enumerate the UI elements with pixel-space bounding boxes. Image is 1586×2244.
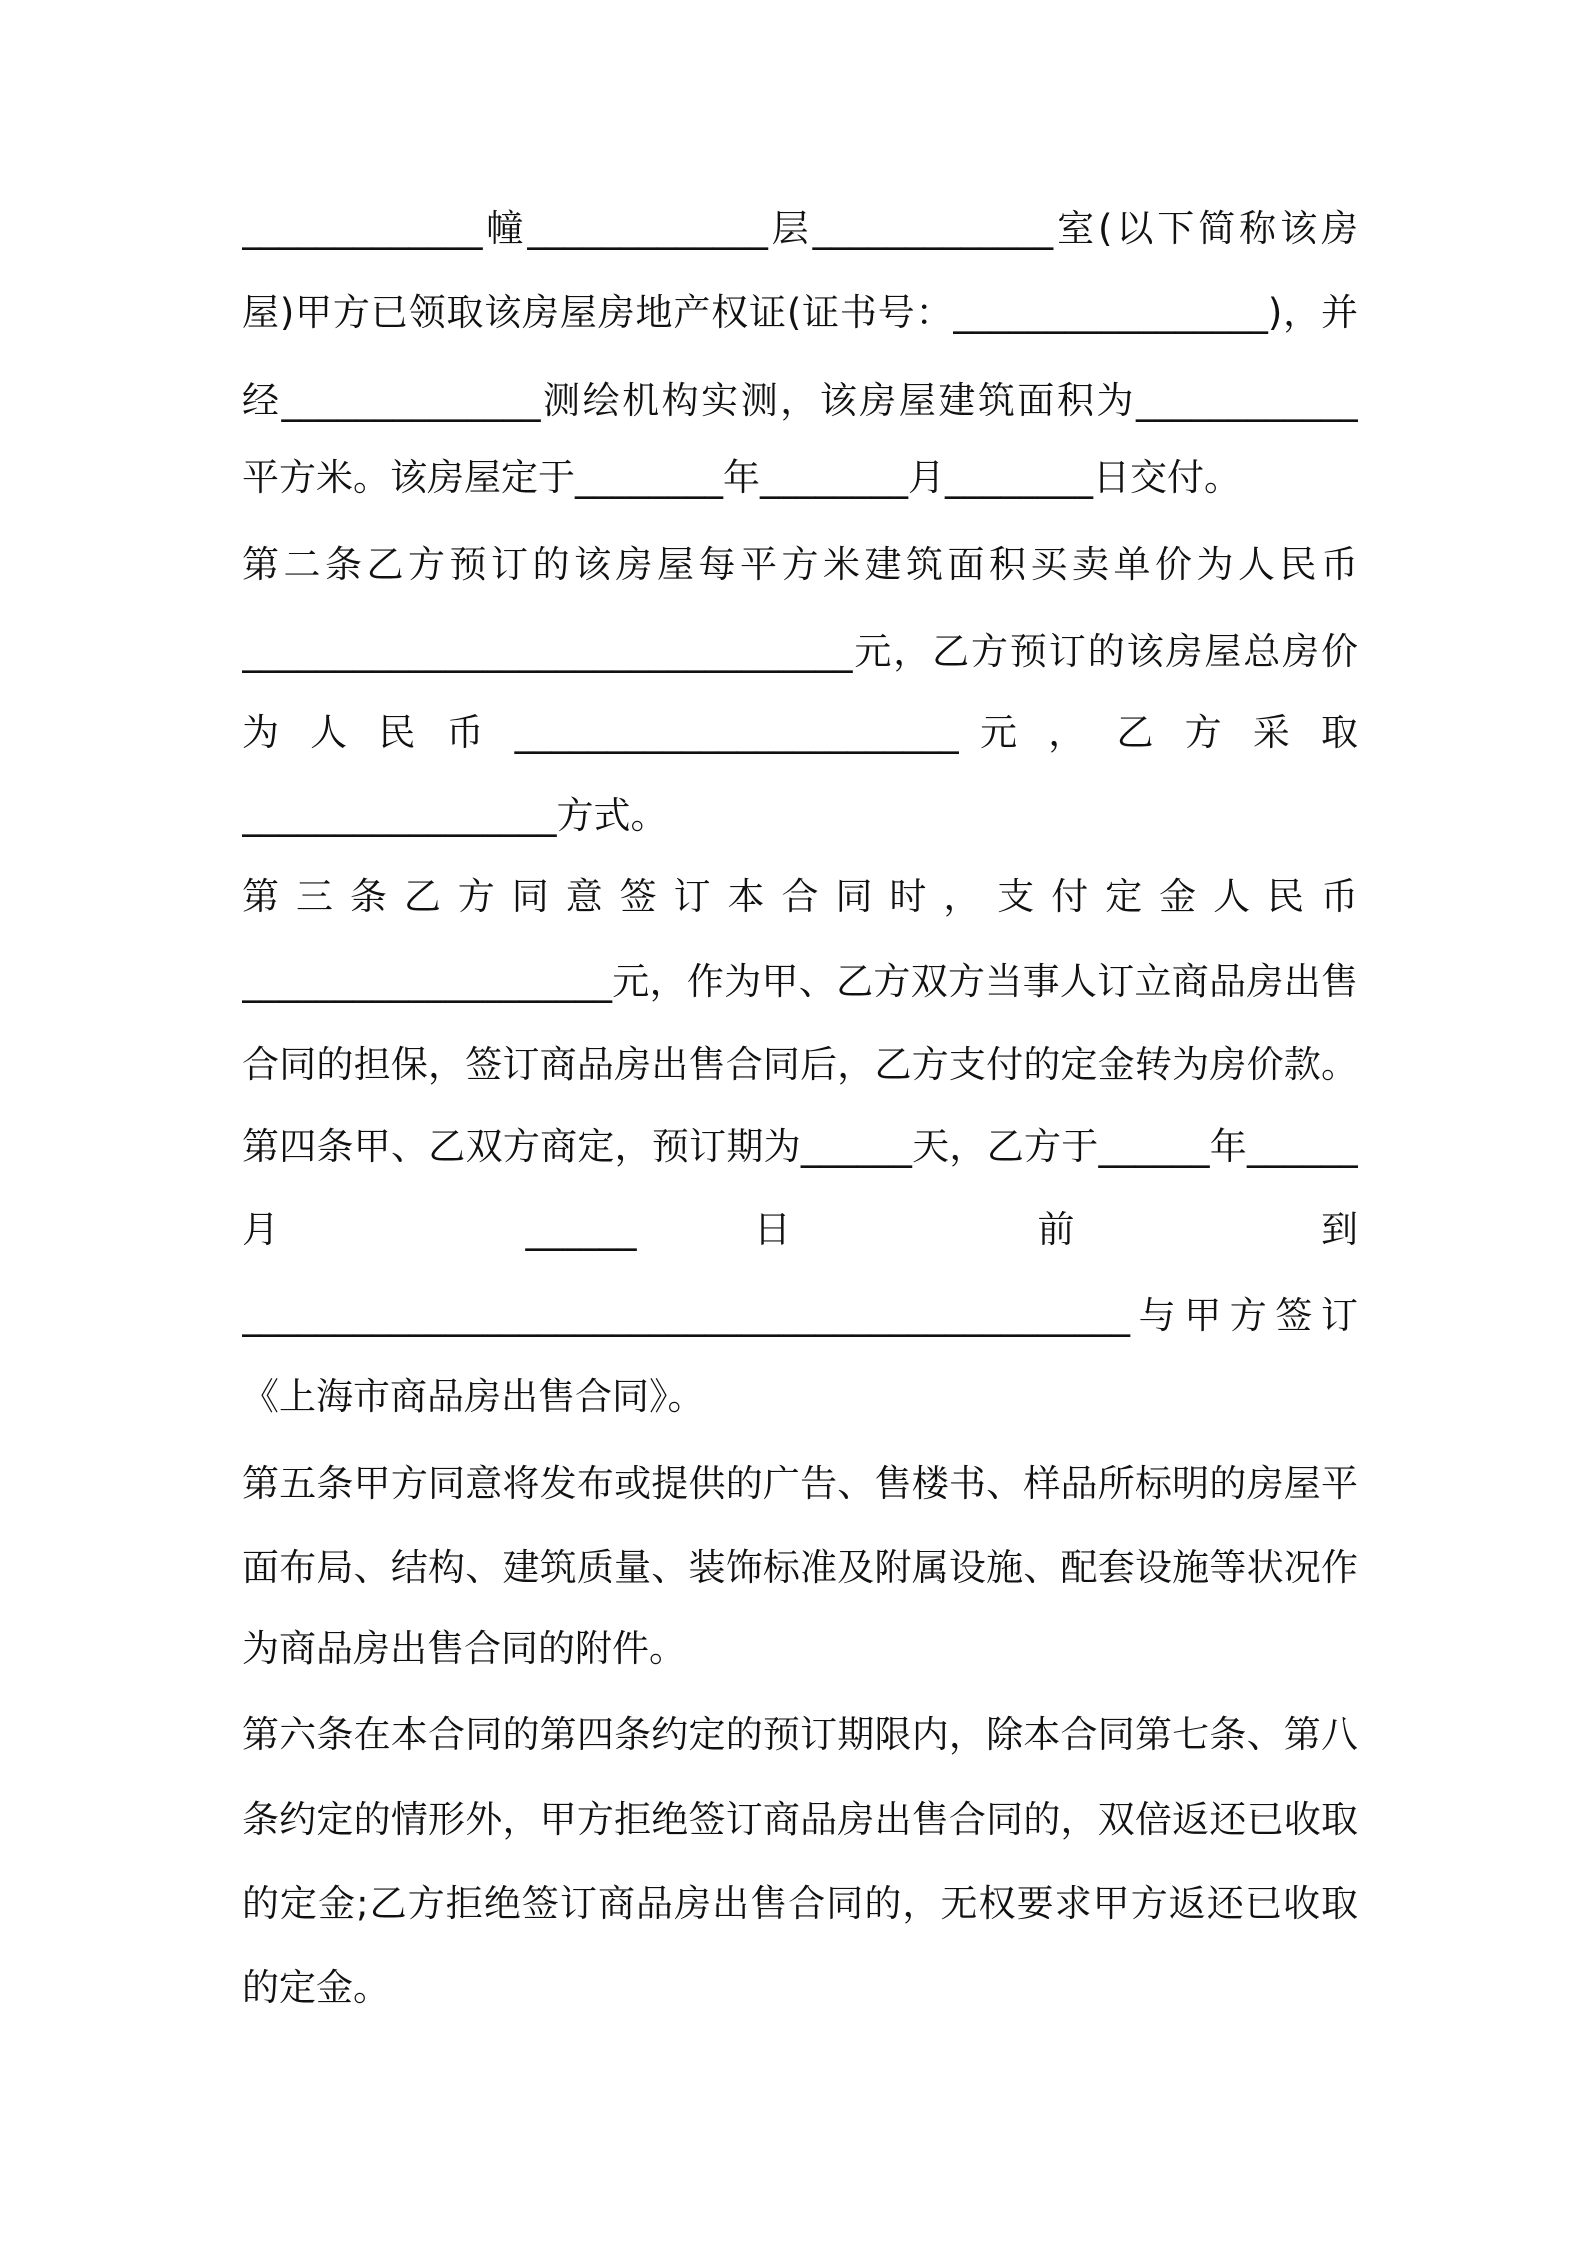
article-6-line-1: 第六条在本合同的第四条约定的预订期限内，除本合同第七条、第八 xyxy=(242,1713,1358,1756)
article-2-line-3: 为 人 民 币 ________________________ 元 ， 乙 方 采 取 xyxy=(242,711,1358,754)
contract-line-2: 屋)甲方已领取该房屋房地产权证(证书号：_________________)，并 xyxy=(242,291,1358,334)
article-2-line-4: _________________方式。 xyxy=(242,794,668,837)
contract-line-1: _____________幢_____________层_____________室(以下简称该房 xyxy=(242,207,1358,250)
article-3-line-3: 合同的担保，签订商品房出售合同后，乙方支付的定金转为房价款。 xyxy=(242,1043,1358,1086)
article-5-line-1: 第五条甲方同意将发布或提供的广告、售楼书、样品所标明的房屋平 xyxy=(242,1462,1358,1505)
article-4-line-2: 月 ______日 前 到 xyxy=(242,1208,1358,1251)
article-5-line-3: 为商品房出售合同的附件。 xyxy=(242,1627,686,1670)
article-4-line-4: 《上海市商品房出售合同》。 xyxy=(242,1375,705,1418)
article-2-line-2: _________________________________元，乙方预订的该房屋总房价 xyxy=(242,630,1358,673)
article-3-line-1: 第 三 条 乙 方 同 意 签 订 本 合 同 时 ， 支 付 定 金 人 民 币 xyxy=(242,875,1358,918)
article-3-line-2: ____________________元，作为甲、乙方双方当事人订立商品房出售 xyxy=(242,960,1358,1003)
article-2-line-1: 第二条乙方预订的该房屋每平方米建筑面积买卖单价为人民币 xyxy=(242,543,1358,586)
article-5-line-2: 面布局、结构、建筑质量、装饰标准及附属设施、配套设施等状况作 xyxy=(242,1546,1358,1589)
contract-line-4: 平方米。该房屋定于________年________月________日交付。 xyxy=(242,456,1241,499)
article-4-line-3: ________________________________________________与甲方签订 xyxy=(242,1294,1358,1337)
contract-line-3: 经______________测绘机构实测，该房屋建筑面积为____________ xyxy=(242,379,1358,422)
article-6-line-2: 条约定的情形外，甲方拒绝签订商品房出售合同的，双倍返还已收取 xyxy=(242,1798,1358,1841)
article-4-line-1: 第四条甲、乙双方商定，预订期为______天，乙方于______年______ xyxy=(242,1125,1358,1168)
article-6-line-4: 的定金。 xyxy=(242,1966,390,2009)
article-6-line-3: 的定金;乙方拒绝签订商品房出售合同的，无权要求甲方返还已收取 xyxy=(242,1882,1358,1925)
